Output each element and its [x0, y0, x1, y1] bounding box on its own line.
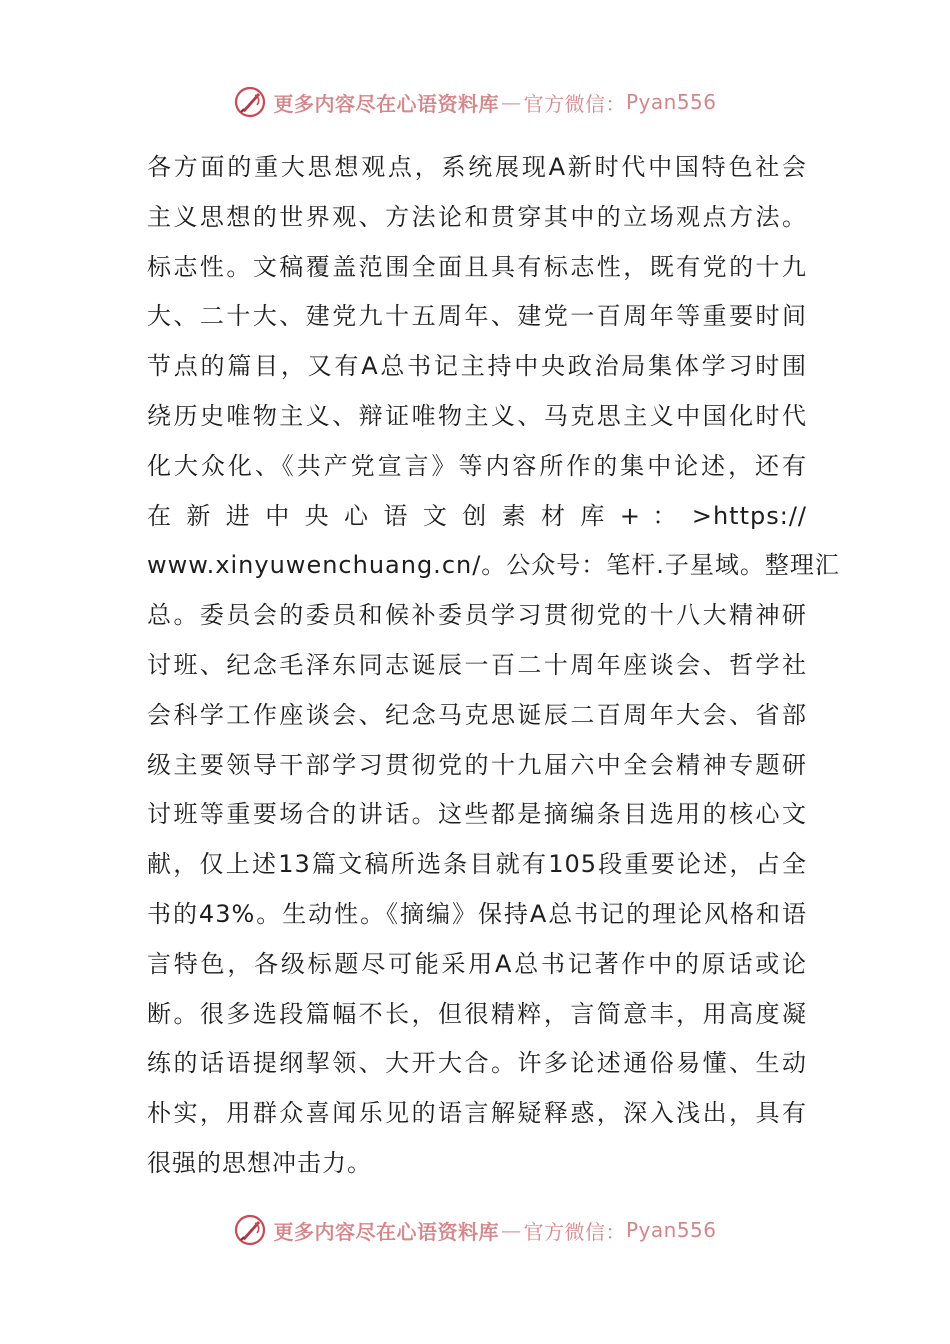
text-line: 朴实，用群众喜闻乐见的语言解疑释惑，深入浅出，具有 [147, 1099, 807, 1128]
text-line: 大、二十大、建党九十五周年、建党一百周年等重要时间 [147, 302, 807, 331]
banner-site-text: 更多内容尽在心语资料库 [273, 91, 499, 116]
text-line: 讨班、纪念毛泽东同志诞辰一百二十周年座谈会、哲学社 [147, 650, 807, 679]
banner-dash: — [500, 1218, 522, 1242]
text-line: 献，仅上述13篇文稿所选条目就有105段重要论述，占全 [147, 850, 807, 879]
footer-banner [0, 1210, 950, 1250]
text-line: 练的话语提纲挈领、大开大合。许多论述通俗易懂、生动 [147, 1049, 807, 1078]
text-line: 绕历史唯物主义、辩证唯物主义、马克思主义中国化时代 [147, 401, 807, 430]
banner-wechat-id: Pyan556 [625, 90, 717, 114]
quill-logo-icon [233, 1213, 267, 1247]
text-line-link: 在 新 进 中 央 心 语 文 创 素 材 库 + ： >https:// [147, 501, 807, 530]
banner-wechat-label: 官方微信： [523, 1219, 626, 1244]
text-line: 主义思想的世界观、方法论和贯穿其中的立场观点方法。 [147, 202, 807, 231]
text-line: 标志性。文稿覆盖范围全面且具有标志性，既有党的十九 [147, 252, 807, 281]
document-body [147, 143, 840, 1189]
text-line: 会科学工作座谈会、纪念马克思诞辰二百周年大会、省部 [147, 700, 807, 729]
banner-site-text: 更多内容尽在心语资料库 [273, 1219, 499, 1244]
text-line: 书的43%。生动性。《摘编》保持A总书记的理论风格和语 [147, 899, 807, 928]
text-line: 化大众化、《共产党宣言》等内容所作的集中论述，还有 [147, 451, 807, 480]
banner-wechat-label: 官方微信： [523, 91, 626, 116]
text-line-url: www.xinyuwenchuang.cn/。公众号：笔杆.子星域。整理汇 [147, 551, 840, 580]
banner-wechat-id: Pyan556 [625, 1218, 717, 1242]
text-line: 讨班等重要场合的讲话。这些都是摘编条目选用的核心文 [147, 800, 807, 829]
text-line: 各方面的重大思想观点，系统展现A新时代中国特色社会 [147, 153, 807, 181]
text-line: 级主要领导干部学习贯彻党的十九届六中全会精神专题研 [147, 750, 807, 779]
text-line: 断。很多选段篇幅不长，但很精粹，言简意丰，用高度凝 [147, 999, 807, 1028]
header-banner [0, 82, 950, 122]
text-line: 节点的篇目，又有A总书记主持中央政治局集体学习时围 [147, 352, 807, 381]
text-line-last: 很强的思想冲击力。 [147, 1148, 372, 1177]
text-line: 总。委员会的委员和候补委员学习贯彻党的十八大精神研 [147, 601, 807, 630]
quill-logo-icon [233, 85, 267, 119]
banner-dash: — [500, 90, 522, 114]
text-line: 言特色，各级标题尽可能采用A总书记著作中的原话或论 [147, 949, 807, 978]
